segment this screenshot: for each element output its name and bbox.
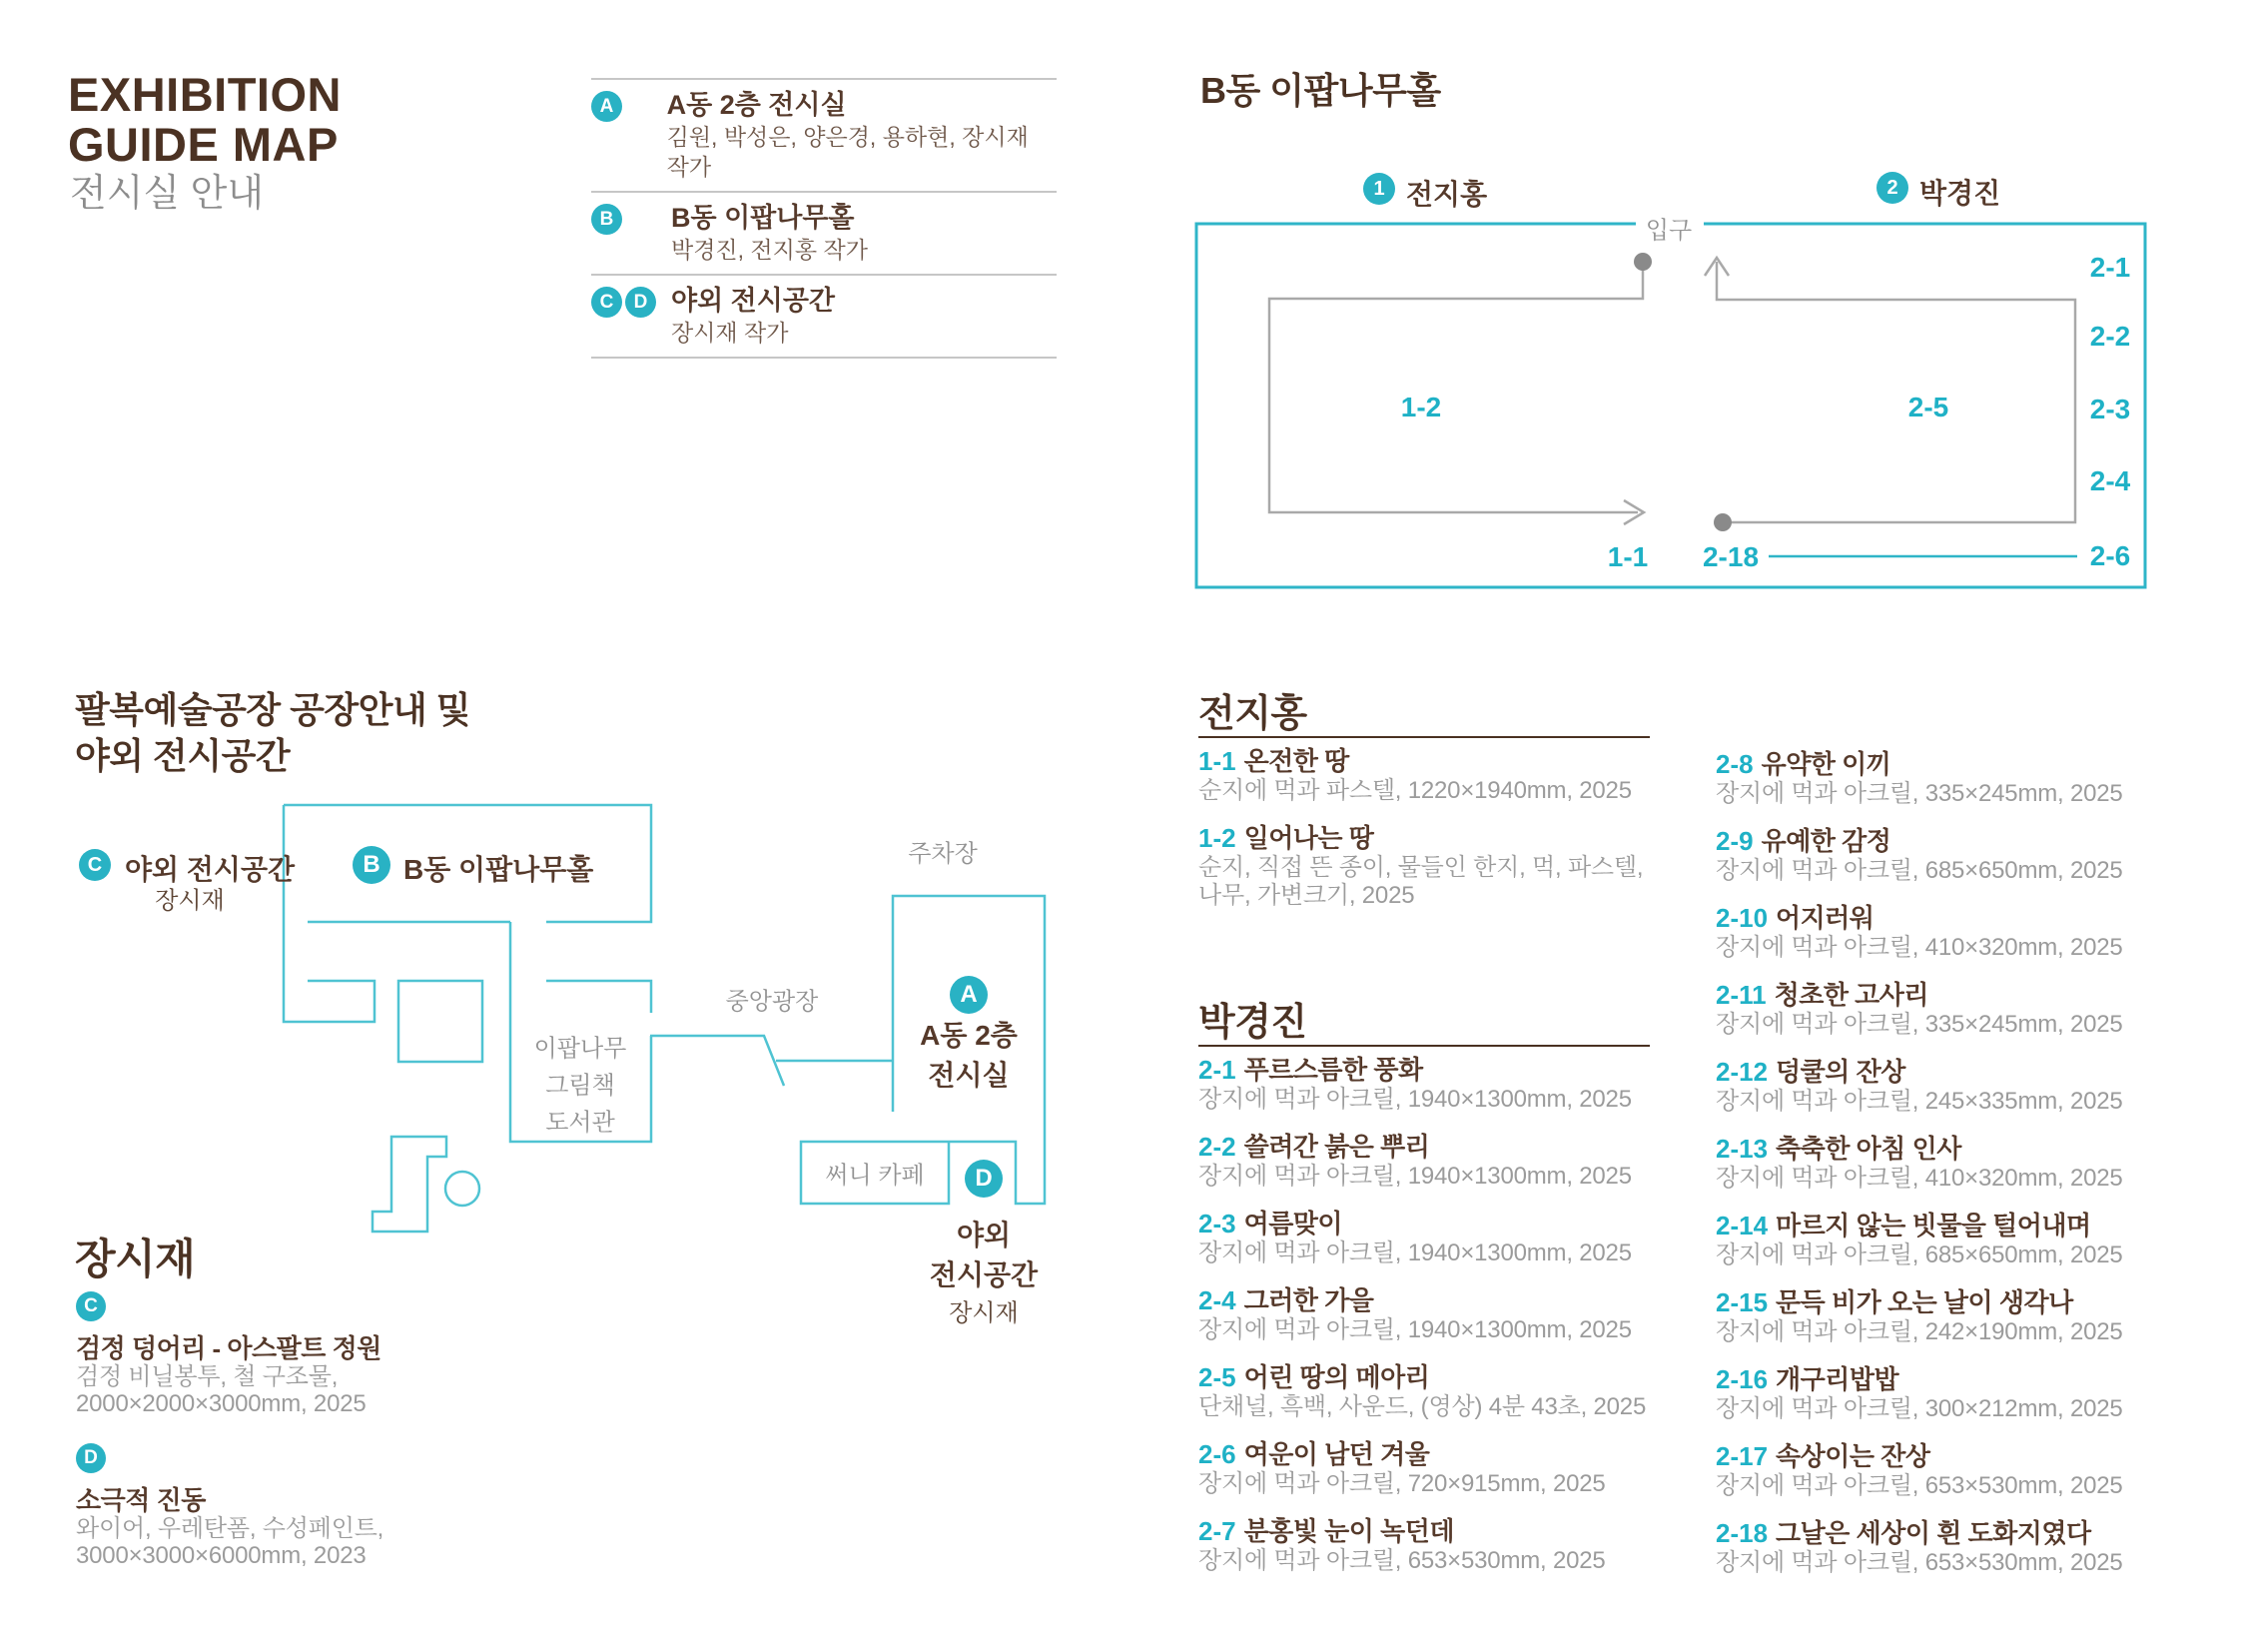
artist-heading-jeon: 전지홍 [1198,693,1307,735]
work-number: 2-17 [1716,1441,1769,1471]
b-hall-left-wing [284,805,374,1022]
work-number: 2-5 [1198,1362,1236,1392]
work-caption: 장지에 먹과 아크릴, 245×335mm, 2025 [1716,1088,2123,1115]
work-entry [1198,1054,1698,1114]
work-caption: 순지에 먹과 파스텔, 1220×1940mm, 2025 [1198,777,1632,804]
work-number: 2-2 [1198,1132,1236,1162]
work-title: 문득 비가 오는 날이 생각나 [1776,1287,2073,1317]
small-room [398,981,482,1062]
legend [591,78,1057,359]
marker-c-icon: C [76,1291,106,1321]
work-number: 2-10 [1716,903,1769,933]
work-caption: 2000×2000×3000mm, 2025 [76,1390,367,1417]
artist-heading-park: 박경진 [1198,1002,1307,1044]
work-entry [1716,1210,2235,1269]
route-2-start-dot [1714,513,1732,531]
work-entry [1716,1056,2235,1116]
work-number: 2-3 [1198,1209,1236,1239]
page-subtitle: 전시실 안내 [70,173,265,215]
work-number: 1-2 [1198,823,1236,853]
parking-label: 주차장 [908,840,978,868]
work-entry [1716,1440,2235,1500]
work-title: 여운이 남던 겨울 [1243,1439,1430,1469]
work-caption: 장지에 먹과 아크릴, 1940×1300mm, 2025 [1198,1239,1632,1266]
wall-label-1-1: 1-1 [1607,541,1649,572]
legend-row-cd [591,274,1057,357]
sitemap-artist-d: 장시재 [949,1299,1019,1327]
sitemap-label-d: 야외 전시공간 [929,1220,1039,1290]
work-caption: 와이어, 우레탄폼, 수성페인트, [76,1515,384,1542]
room-label-2-5: 2-5 [1907,392,1949,422]
work-number: 2-18 [1716,1518,1769,1548]
work-entry [1716,1517,2235,1577]
floorplan-outline [1196,224,2145,587]
work-caption: 나무, 가변크기, 2025 [1198,882,1415,909]
work-caption: 검정 비닐봉투, 철 구조물, [76,1363,339,1390]
work-caption: 장지에 먹과 아크릴, 685×650mm, 2025 [1716,1241,2123,1268]
work-number: 2-11 [1716,980,1767,1010]
wall-label-2-6: 2-6 [2089,540,2131,571]
work-caption: 순지, 직접 뜬 종이, 물들인 한지, 먹, 파스텔, [1198,854,1644,881]
sitemap-artist-c: 장시재 [155,887,225,915]
heading-rule [1198,1045,1650,1047]
work-number: 2-7 [1198,1516,1236,1546]
work-caption: 장지에 먹과 아크릴, 653×530mm, 2025 [1198,1547,1606,1574]
park-works-right [1716,748,2235,1594]
walkway-upper [650,1036,784,1086]
library-upper-wall [546,981,651,1013]
work-caption: 단채널, 흑백, 사운드, (영상) 4분 43초, 2025 [1198,1393,1647,1420]
wall-label-2-18: 2-18 [1702,541,1760,572]
work-number: 2-9 [1716,826,1754,856]
work-entry [1198,1208,1698,1267]
work-caption: 장지에 먹과 아크릴, 335×245mm, 2025 [1716,780,2123,807]
work-title: 덩쿨의 잔상 [1776,1057,1905,1087]
room-label-1-2: 1-2 [1400,392,1442,422]
work-caption: 장지에 먹과 아크릴, 242×190mm, 2025 [1716,1318,2123,1345]
work-entry [1198,1515,1698,1575]
work-number: 2-16 [1716,1364,1769,1394]
sitemap-marker-d: D [965,1160,1003,1198]
legend-title: A동 2층 전시실 [666,90,847,120]
work-title: 쓸려간 붉은 뿌리 [1243,1132,1430,1162]
legend-title: 야외 전시공간 [671,286,835,316]
route-1-line [1269,262,1643,512]
work-entry [1716,1363,2235,1423]
legend-artists: 김원, 박성은, 양은경, 용하현, 장시재 작가 [666,124,1029,180]
floorplan-title: B동 이팝나무홀 [1200,70,1441,111]
work-number: 2-8 [1716,749,1754,779]
floorplan-artist-2: 박경진 [1919,178,2001,209]
work-title: 어린 땅의 메아리 [1243,1362,1430,1392]
work-number: 2-6 [1198,1439,1236,1469]
work-title: 온전한 땅 [1243,746,1349,776]
work-caption: 장지에 먹과 아크릴, 410×320mm, 2025 [1716,934,2123,961]
work-caption: 장지에 먹과 아크릴, 653×530mm, 2025 [1716,1549,2123,1576]
work-entry-c [76,1291,495,1417]
plaza-label: 중앙광장 [725,988,819,1016]
legend-artists: 장시재 작가 [671,320,789,346]
work-number: 2-12 [1716,1057,1769,1087]
sitemap-label-a: A동 2층 전시실 [920,1020,1018,1091]
work-caption: 장지에 먹과 아크릴, 410×320mm, 2025 [1716,1165,2123,1192]
work-caption: 장지에 먹과 아크릴, 335×245mm, 2025 [1716,1011,2123,1038]
work-entry [1198,1284,1698,1344]
floorplan-artist-1: 전지홍 [1406,179,1488,210]
wall-label-2-1: 2-1 [2089,252,2131,283]
sitemap-marker-a: A [950,976,988,1014]
floorplan-marker-2: 2 [1876,172,1908,204]
work-title: 청초한 고사리 [1774,980,1929,1010]
work-caption: 장지에 먹과 아크릴, 653×530mm, 2025 [1716,1472,2123,1499]
floorplan-marker-1: 1 [1363,173,1395,205]
work-entry [1198,745,1698,805]
marker-a-icon: A [591,91,622,122]
work-title: 그날은 세상이 흰 도화지였다 [1776,1518,2091,1548]
sitemap-title: 팔복예술공장 공장안내 및 야외 전시공간 [75,689,471,776]
work-number: 2-14 [1716,1211,1769,1240]
work-number: 2-1 [1198,1055,1236,1085]
work-title: 개구리밥밥 [1776,1364,1899,1394]
work-caption: 장지에 먹과 아크릴, 720×915mm, 2025 [1198,1470,1606,1497]
work-caption: 장지에 먹과 아크릴, 1940×1300mm, 2025 [1198,1316,1632,1343]
route-2-line [1717,262,2075,522]
legend-row-b [591,191,1057,274]
work-caption: 장지에 먹과 아크릴, 1940×1300mm, 2025 [1198,1163,1632,1190]
work-caption: 장지에 먹과 아크릴, 300×212mm, 2025 [1716,1395,2123,1422]
work-title: 분홍빛 눈이 녹던데 [1243,1516,1454,1546]
work-caption: 장지에 먹과 아크릴, 1940×1300mm, 2025 [1198,1086,1632,1113]
heading-rule [1198,736,1650,738]
work-title: 일어나는 땅 [1243,823,1374,853]
work-number: 2-13 [1716,1134,1769,1164]
park-works-left [1198,1054,1698,1592]
library-label: 이팝나무 그림책 도서관 [533,1035,627,1137]
work-title: 마르지 않는 빗물을 털어내며 [1776,1211,2091,1240]
work-title: 검정 덩어리 - 아스팔트 정원 [76,1333,381,1363]
work-entry [1716,1286,2235,1346]
work-entry [1716,902,2235,962]
work-title: 푸르스름한 풍화 [1243,1055,1423,1085]
work-caption: 3000×3000×6000mm, 2023 [76,1542,367,1569]
marker-d-icon: D [625,287,656,318]
sitemap-label-c: 야외 전시공간 [125,854,296,885]
work-entry-d [76,1443,495,1569]
wall-label-2-3: 2-3 [2089,394,2131,424]
work-title: 소극적 진동 [76,1485,206,1515]
legend-artists: 박경진, 전지홍 작가 [671,237,868,263]
outdoor-structure [373,1137,446,1232]
work-number: 1-1 [1198,746,1236,776]
work-title: 축축한 아침 인사 [1776,1134,1961,1164]
route-1-start-dot [1634,253,1652,271]
outdoor-circle [445,1172,479,1206]
sitemap-marker-c: C [79,849,111,881]
work-entry [1716,748,2235,808]
work-caption: 장지에 먹과 아크릴, 685×650mm, 2025 [1716,857,2123,884]
page-title: EXHIBITION GUIDE MAP [68,68,342,171]
work-title: 그러한 가을 [1243,1285,1374,1315]
sitemap-label-b: B동 이팝나무홀 [403,854,594,885]
work-entry [1716,1133,2235,1193]
marker-c-icon: C [591,287,622,318]
marker-d-icon: D [76,1443,106,1473]
jeon-works [1198,745,1698,927]
wall-label-2-4: 2-4 [2089,465,2131,496]
work-number: 2-4 [1198,1285,1236,1315]
work-title: 여름맞이 [1243,1209,1343,1239]
work-entry [1198,822,1698,910]
work-entry [1716,825,2235,885]
work-title: 어지러워 [1776,903,1874,933]
work-title: 속상이는 잔상 [1776,1441,1930,1471]
legend-title: B동 이팝나무홀 [671,203,855,233]
work-entry [1198,1438,1698,1498]
work-title: 유약한 이끼 [1761,749,1891,779]
cafe-label: 써니 카페 [825,1162,925,1190]
marker-b-icon: B [591,204,622,235]
wall-label-2-2: 2-2 [2089,321,2131,352]
work-entry [1716,979,2235,1039]
work-title: 유예한 감정 [1761,826,1891,856]
work-number: 2-15 [1716,1287,1769,1317]
sitemap-marker-b: B [353,846,390,884]
artist-heading-jang: 장시재 [75,1236,196,1282]
entrance-label: 입구 [1645,217,1693,245]
legend-row-a [591,78,1057,191]
work-entry [1198,1361,1698,1421]
work-entry [1198,1131,1698,1191]
